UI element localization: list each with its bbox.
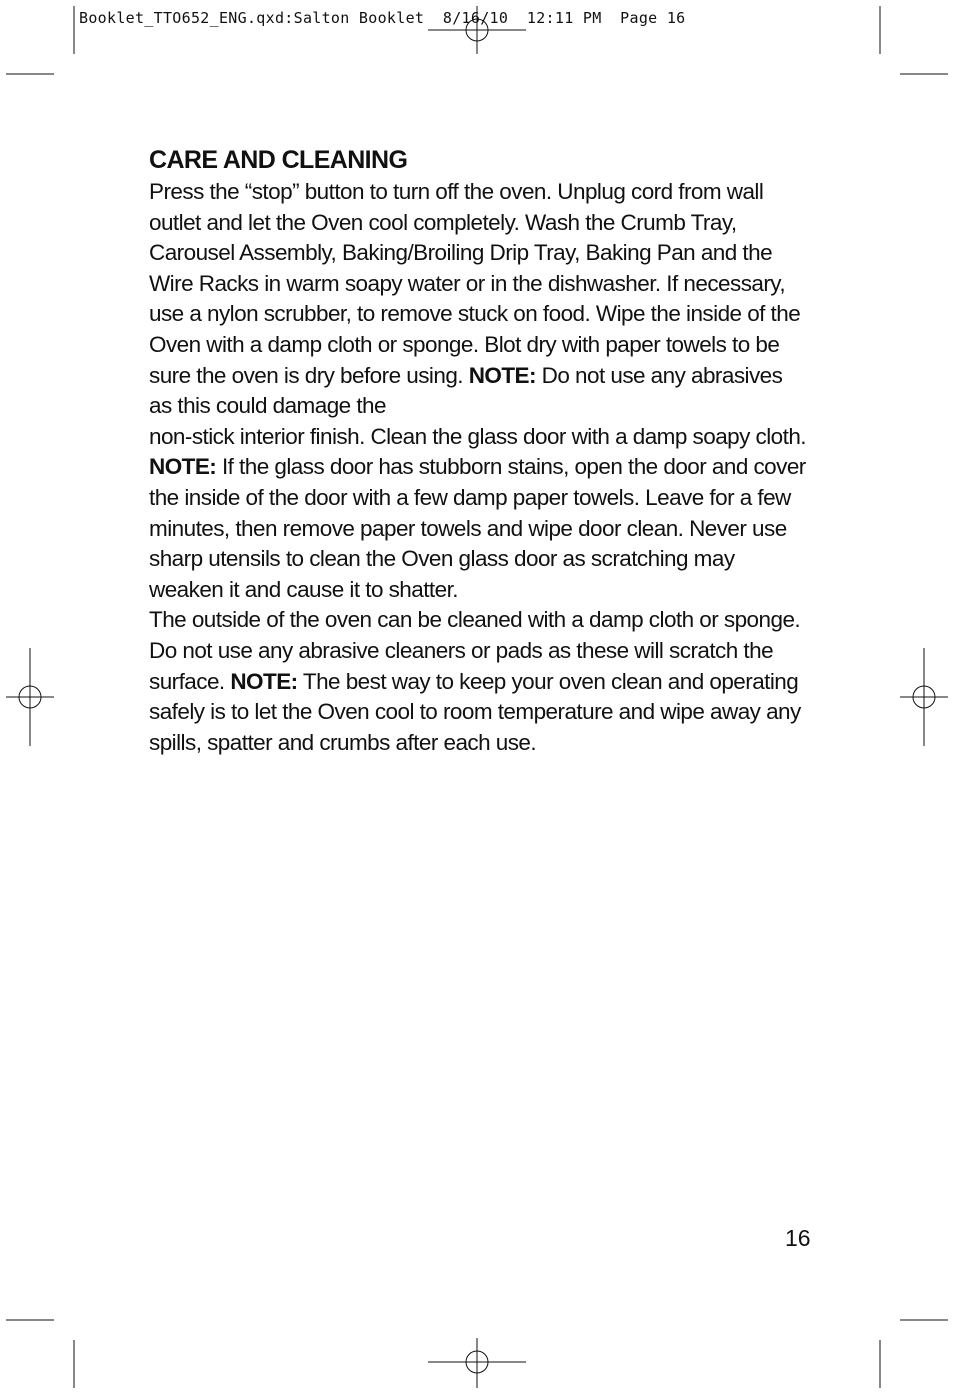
note-label: NOTE: <box>230 668 298 694</box>
care-and-cleaning-section <box>149 143 809 758</box>
paragraph-glass-door <box>149 422 809 606</box>
section-heading: CARE AND CLEANING <box>149 146 408 174</box>
paragraph-outside-cleaning <box>149 605 809 758</box>
registration-mark-top <box>428 6 526 54</box>
paragraph-care-instructions <box>149 177 809 422</box>
page-number: 16 <box>785 1225 811 1251</box>
paragraph-text: The best way to keep your oven clean and operating safely is to let the Oven cool to room temperature and wipe away any spills, spatter and crumbs after each use. <box>149 668 801 755</box>
note-label: NOTE: <box>149 454 217 480</box>
paragraph-text: The outside of the oven can be cleaned with a damp cloth or sponge. Do not use any abrasive cleaners or pads as these will scratch the surface. <box>149 607 801 694</box>
registration-mark-right <box>900 648 948 746</box>
registration-mark-left <box>6 648 54 746</box>
paragraph-text: Press the “stop” button to turn off the oven. Unplug cord from wall outlet and let the Oven cool completely. Wash the Crumb Tray, Carousel Assembly, Baking/Broiling Drip Tray, Baking Pan and the Wire Racks in warm soapy water or in the dishwasher. If necessary, use a nylon scrubber, to remove stuck on food. Wipe the inside of the Oven with a damp cloth or sponge. Blot dry with paper towels to be sure the oven is dry before using. <box>149 179 801 388</box>
paragraph-text: Do not use any abrasives as this could damage the <box>149 362 783 419</box>
note-label: NOTE: <box>468 362 536 388</box>
print-slug: Booklet_TTO652_ENG.qxd:Salton Booklet 8/16/10 12:11 PM Page 16 <box>79 9 686 27</box>
registration-mark-bottom <box>428 1338 526 1388</box>
paragraph-text: If the glass door has stubborn stains, open the door and cover the inside of the door with a few damp paper towels. Leave for a few minutes, then remove paper towels and wipe door clean. Never use sharp utensils to clean the Oven glass door as scratching may weaken it and cause it to shatter. <box>149 454 806 602</box>
paragraph-text: non-stick interior finish. Clean the glass door with a damp soapy cloth. <box>149 423 806 449</box>
